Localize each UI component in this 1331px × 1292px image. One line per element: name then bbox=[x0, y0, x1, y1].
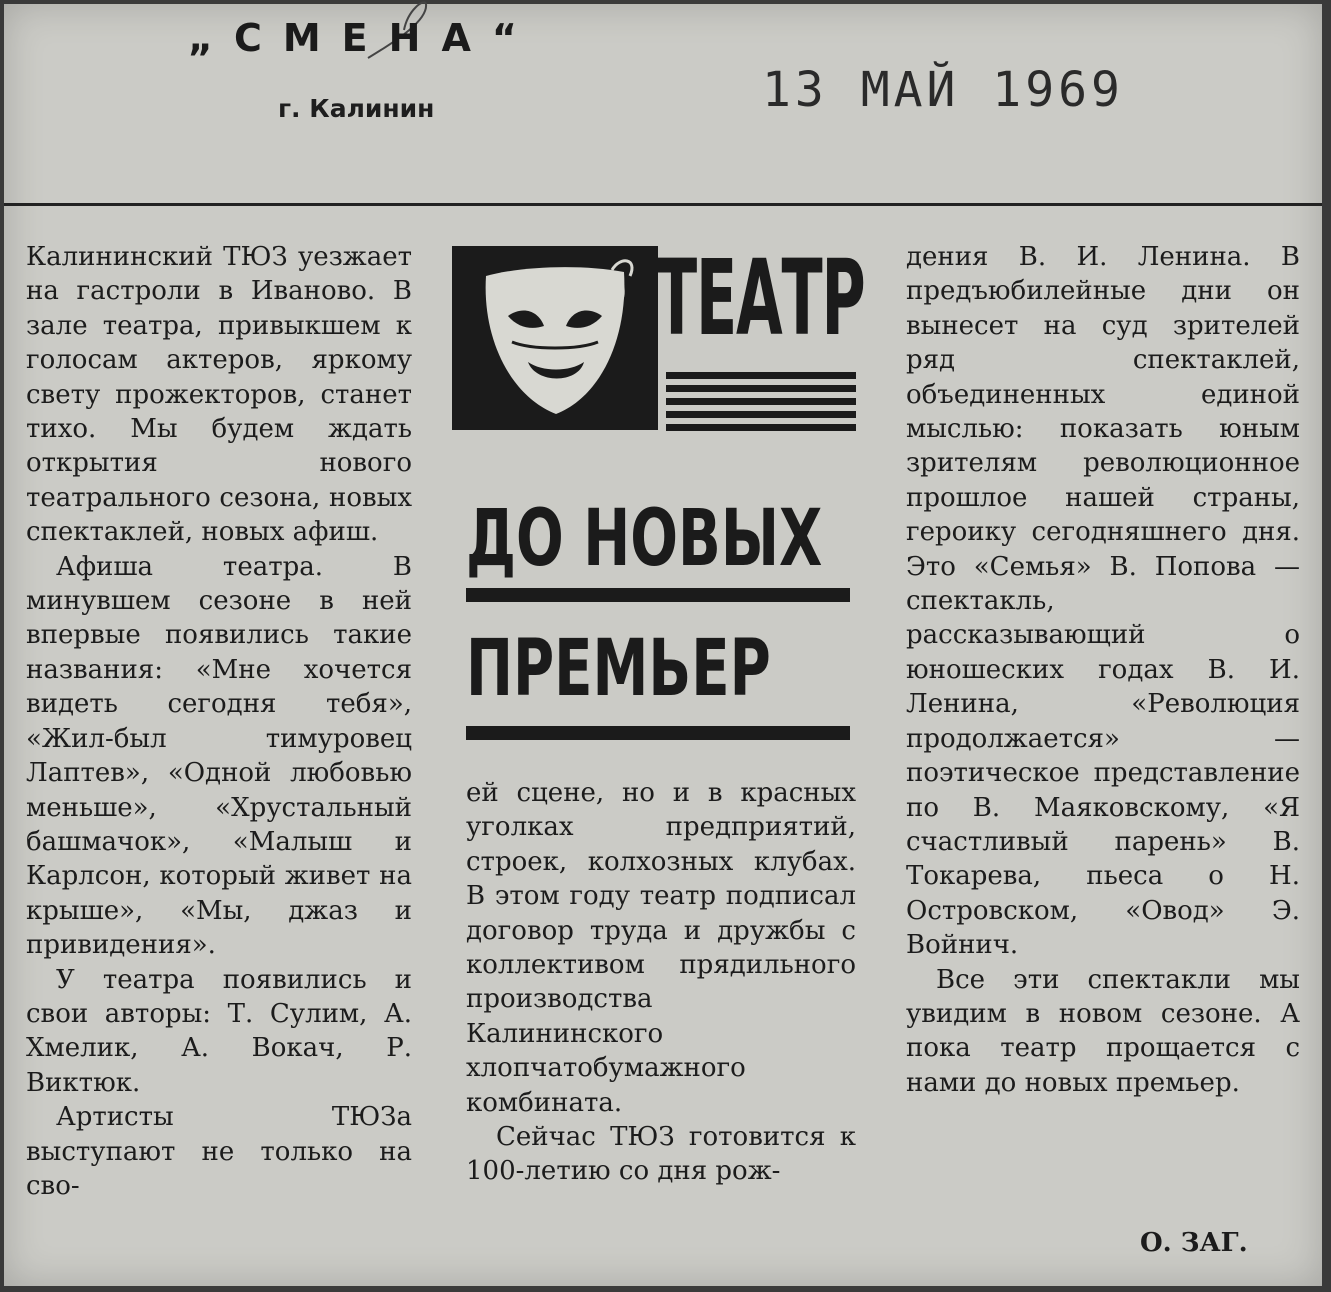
paragraph: Калининский ТЮЗ уезжает на гастроли в Иваново. В зале театра, привыкшем к голосам актеров, яркому свету прожекторов, станет тихо. Мы будем ждать открытия нового театрального сезона, новых спектаклей, новых афиш. bbox=[26, 242, 412, 548]
date-stamp: 13 МАЙ 1969 bbox=[762, 62, 1124, 118]
newspaper-city: г. Калинин bbox=[278, 94, 435, 123]
headline-bar bbox=[466, 726, 850, 740]
paragraph: Все эти спектакли мы увидим в новом сезоне. А пока театр прощается с нами до новых премьер. bbox=[906, 964, 1300, 1098]
paragraph: У театра появились и свои авторы: Т. Сулим, А. Хмелик, А. Вокач, Р. Виктюк. bbox=[26, 964, 412, 1098]
paragraph: Афиша театра. В минувшем сезоне в ней впервые появились такие названия: «Мне хочется видеть сегодня тебя», «Жил-был тимуровец Лаптев», «Одной любовью меньше», «Хрустальный башмачок», «Малыш и Карлсон, который живет на крыше», «Мы, джаз и привидения». bbox=[26, 551, 412, 961]
rubric-lines bbox=[666, 372, 856, 437]
paragraph: Сейчас ТЮЗ готовится к 100-летию со дня рож- bbox=[466, 1122, 856, 1187]
author-signature: О. ЗАГ. bbox=[1140, 1228, 1248, 1258]
headline-line-2: ПРЕМЬЕР bbox=[466, 624, 771, 714]
article-column-left bbox=[26, 240, 412, 1203]
paragraph: дения В. И. Ленина. В предъюбилейные дни он вынесет на суд зрителей ряд спектаклей, объединенных единой мыслью: показать юным зрителям революционное прошлое нашей страны, героику сегодняшнего дня. Это «Семья» В. Попова — спектакль, рассказывающий о юношеских годах В. И. Ленина, «Революция продолжается» — поэтическое представление по В. Маяковскому, «Я счастливый парень» В. Токарева, пьеса о Н. Островском, «Овод» Э. Войнич. bbox=[906, 242, 1300, 961]
newspaper-name: „СМЕНА“ bbox=[188, 16, 538, 60]
headline-bar bbox=[466, 588, 850, 602]
article-column-middle bbox=[466, 776, 856, 1189]
paragraph: ей сцене, но и в красных уголках предприятий, строек, колхозных клубах. В этом году театр подписал договор труда и дружбы с коллективом прядильного производства Калининского хлопчатобумажного комбината. bbox=[466, 778, 856, 1118]
rubric-label: ТЕАТР bbox=[656, 237, 865, 359]
theatre-mask-icon bbox=[452, 246, 658, 430]
header-rule bbox=[4, 203, 1322, 206]
headline-line-1: ДО НОВЫХ bbox=[466, 494, 823, 584]
paragraph: Артисты ТЮЗа выступают не только на сво- bbox=[26, 1102, 412, 1201]
article-column-right bbox=[906, 240, 1300, 1100]
